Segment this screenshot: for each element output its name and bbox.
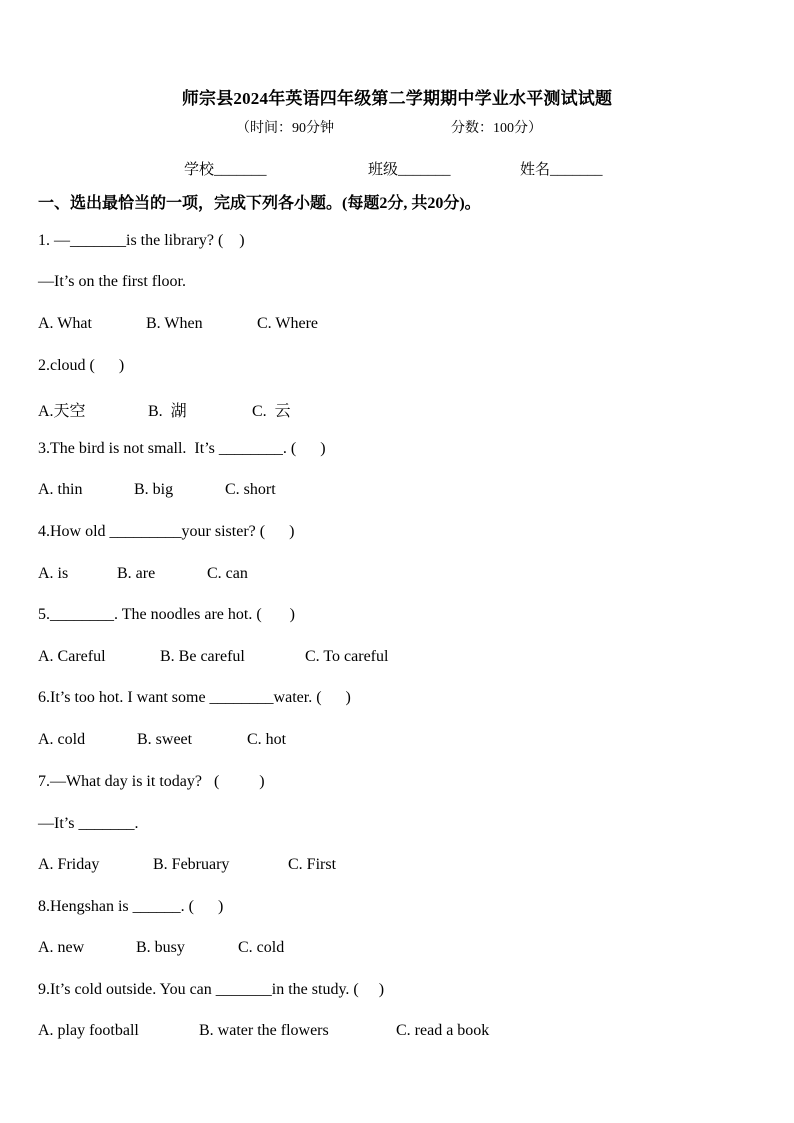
time-limit: （时间：90分钟: [236, 121, 334, 136]
option-c[interactable]: C. Where: [257, 315, 319, 332]
class-field[interactable]: 班级_______: [368, 162, 451, 178]
option-a[interactable]: A. thin: [38, 481, 83, 498]
option-c[interactable]: C. First: [288, 856, 337, 873]
option-a[interactable]: A. Careful: [38, 648, 106, 665]
option-b[interactable]: B. sweet: [137, 731, 193, 748]
option-b[interactable]: B. February: [153, 856, 230, 873]
option-a[interactable]: A. What: [38, 315, 92, 332]
question-4-stem: 4.How old _________your sister? ( ): [38, 523, 295, 540]
name-field[interactable]: 姓名_______: [520, 162, 603, 178]
option-a[interactable]: A. cold: [38, 731, 86, 748]
option-a[interactable]: A. Friday: [38, 856, 100, 873]
exam-title: 师宗县2024年英语四年级第二学期期中学业水平测试试题: [181, 89, 613, 108]
option-c[interactable]: C. cold: [238, 939, 285, 956]
question-7-answer-line: —It’s _______.: [38, 815, 139, 832]
question-2-stem: 2.cloud ( ): [38, 357, 125, 374]
school-field[interactable]: 学校_______: [184, 162, 267, 178]
option-c[interactable]: C. read a book: [396, 1022, 490, 1039]
option-a[interactable]: A. play football: [38, 1022, 139, 1039]
question-5-stem: 5.________. The noodles are hot. ( ): [38, 606, 295, 623]
question-7-stem: 7.—What day is it today? ( ): [38, 773, 265, 790]
question-3-stem: 3.The bird is not small. It’s ________. ( ): [38, 440, 326, 457]
option-c[interactable]: C. To careful: [305, 648, 389, 665]
option-b[interactable]: B. When: [146, 315, 203, 332]
option-c[interactable]: C. 云: [252, 403, 291, 420]
question-8-stem: 8.Hengshan is ______. ( ): [38, 898, 224, 915]
option-a[interactable]: A. new: [38, 939, 85, 956]
question-6-stem: 6.It’s too hot. I want some ________water. ( ): [38, 689, 351, 706]
option-c[interactable]: C. hot: [247, 731, 287, 748]
option-b[interactable]: B. big: [134, 481, 174, 498]
option-c[interactable]: C. short: [225, 481, 276, 498]
option-b[interactable]: B. Be careful: [160, 648, 245, 665]
total-score: 分数：100分）: [451, 121, 542, 136]
option-b[interactable]: B. busy: [136, 939, 185, 956]
option-b[interactable]: B. 湖: [148, 403, 187, 420]
section-heading: 一、选出最恰当的一项，完成下列各小题。(每题2分, 共20分)。: [38, 195, 481, 212]
question-1-stem: 1. —_______is the library? ( ): [38, 232, 245, 249]
option-a[interactable]: A.天空: [38, 403, 86, 420]
option-b[interactable]: B. water the flowers: [199, 1022, 329, 1039]
option-a[interactable]: A. is: [38, 565, 69, 582]
question-9-stem: 9.It’s cold outside. You can _______in the study. ( ): [38, 981, 385, 998]
option-b[interactable]: B. are: [117, 565, 156, 582]
option-c[interactable]: C. can: [207, 565, 248, 582]
question-1-answer-line: —It’s on the first floor.: [38, 273, 186, 290]
